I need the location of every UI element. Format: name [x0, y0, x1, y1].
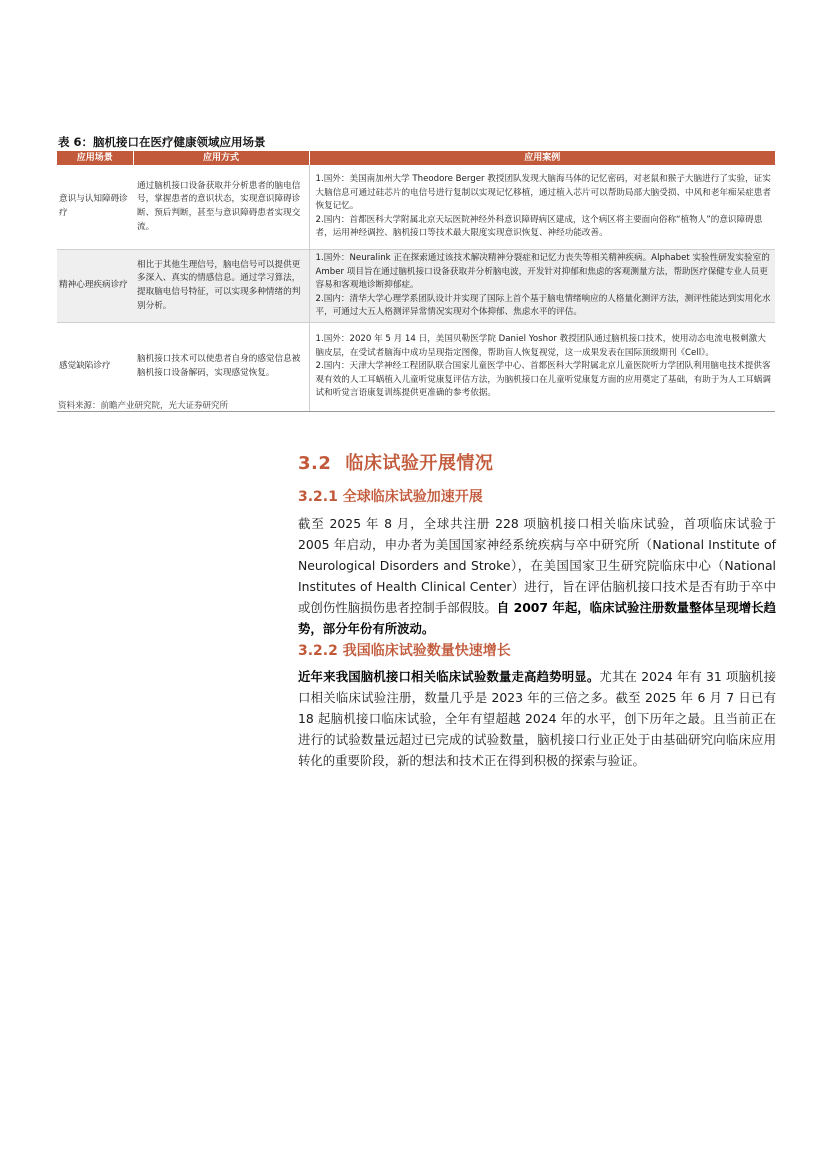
subsection-heading-china: 3.2.2 我国临床试验数量快速增长 — [298, 643, 511, 659]
paragraph-emphasis: 自 2007 年起，临床试验注册数量整体呈现增长趋势，部分年份有所波动。 — [298, 600, 777, 636]
case-foreign: 1.国外：2020 年 5 月 14 日，美国贝勒医学院 Daniel Yoshor 教授团队通过脑机接口技术，使用动态电流电极刺激大脑皮层，在受试者脑海中成功呈现指定图像，帮助盲人恢复视觉，这一成果发表在国际顶级期刊《Cell》。 — [315, 333, 766, 358]
table-row — [57, 250, 775, 323]
header-scene: 应用场景 — [57, 151, 133, 165]
case-foreign: 1.国外：Neuralink 正在探索通过该技术解决精神分裂症和记忆力丧失等相关精神疾病。Alphabet 实验性研发实验室的 Amber 项目旨在通过脑机接口设备获取并分析脑电波，开发针对抑郁和焦虑的客观测量方法，帮助医疗保健专业人员更容易和客观地诊断抑郁症。 — [315, 253, 770, 291]
row-scene: 意识与认知障碍诊疗 — [57, 165, 133, 250]
header-cases: 应用案例 — [309, 151, 775, 165]
row-method: 脑机接口技术可以使患者自身的感觉信息被脑机接口设备解码，实现感觉恢复。 — [133, 322, 309, 411]
row-method: 通过脑机接口设备获取并分析患者的脑电信号，掌握患者的意识状态，实现意识障碍诊断、预后判断，甚至与意识障碍患者实现交流。 — [133, 165, 309, 250]
paragraph-emphasis: 近年来我国脑机接口相关临床试验数量走高趋势明显。 — [298, 669, 600, 684]
case-domestic: 2.国内：首都医科大学附属北京天坛医院神经外科意识障碍病区建成，这个病区将主要面向俗称“植物人”的意识障碍患者，运用神经调控、脑机接口等技术最大限度实现意识恢复、神经功能改善。 — [315, 214, 763, 239]
paragraph-text: 截至 2025 年 8 月，全球共注册 228 项脑机接口相关临床试验，首项临床试验于 2005 年启动，申办者为美国国家神经系统疾病与卒中研究所（National Institute of Neurological Disorders and Stroke），在美国国家卫生研究院临床中心（National Institutes of Health Clinical Center）进行，旨在评估脑机接口技术是否有助于卒中或创伤性脑损伤患者控制手部假肢。 — [298, 516, 776, 615]
paragraph-china-trials — [298, 666, 776, 771]
section-heading — [298, 449, 493, 475]
header-method: 应用方式 — [133, 151, 309, 165]
table-header-row — [57, 151, 775, 165]
table-title: 表 6：脑机接口在医疗健康领域应用场景 — [58, 135, 266, 149]
row-cases — [309, 250, 775, 323]
section-number: 3.2 — [298, 453, 332, 474]
row-scene: 感觉缺陷诊疗 — [57, 322, 133, 411]
row-scene: 精神心理疾病诊疗 — [57, 250, 133, 323]
section-title: 临床试验开展情况 — [345, 453, 494, 474]
case-domestic: 2.国内：清华大学心理学系团队设计并实现了国际上首个基于脑电情绪响应的人格量化测评方法，测评性能达到实用化水平，可通过大五人格测评异常情况实现对个体抑郁、焦虑水平的评估。 — [315, 293, 771, 318]
paragraph-global-trials — [298, 513, 776, 639]
table-source: 资料来源：前瞻产业研究院，光大证券研究所 — [58, 401, 229, 411]
subsection-heading-global: 3.2.1 全球临床试验加速开展 — [298, 489, 483, 505]
table-row — [57, 165, 775, 250]
row-cases — [309, 322, 775, 411]
row-method: 相比于其他生理信号，脑电信号可以提供更多深入、真实的情感信息。通过学习算法，提取脑电信号特征，可以实现多种情绪的判别分析。 — [133, 250, 309, 323]
paragraph-text: 尤其在 2024 年有 31 项脑机接口相关临床试验注册，数量几乎是 2023 年的三倍之多。截至 2025 年 6 月 7 日已有 18 起脑机接口临床试验，全年有望超越 2024 年的水平，创下历年之最。且当前正在进行的试验数量远超过已完成的试验数量，脑机接口行业正处于由基础研究向临床应用转化的重要阶段，新的想法和技术正在得到积极的探索与验证。 — [298, 669, 776, 768]
row-cases — [309, 165, 775, 250]
case-domestic: 2.国内：天津大学神经工程团队联合国家儿童医学中心、首都医科大学附属北京儿童医院听力学团队利用脑电技术提供客观有效的人工耳蜗植入儿童听觉康复评估方法，为脑机接口在儿童听觉康复方面的应用奠定了基础，有助于为人工耳蜗调试和听觉言语康复训练提供更准确的参考依据。 — [315, 361, 771, 399]
application-table — [57, 151, 775, 412]
case-foreign: 1.国外：美国南加州大学 Theodore Berger 教授团队发现大脑海马体的记忆密码，对老鼠和猴子大脑进行了实验，证实大脑信息可通过硅芯片的电信号进行复制以实现记忆移植，通过植入芯片可以帮助局部大脑受损、中风和老年痴呆症患者恢复记忆。 — [315, 174, 771, 212]
